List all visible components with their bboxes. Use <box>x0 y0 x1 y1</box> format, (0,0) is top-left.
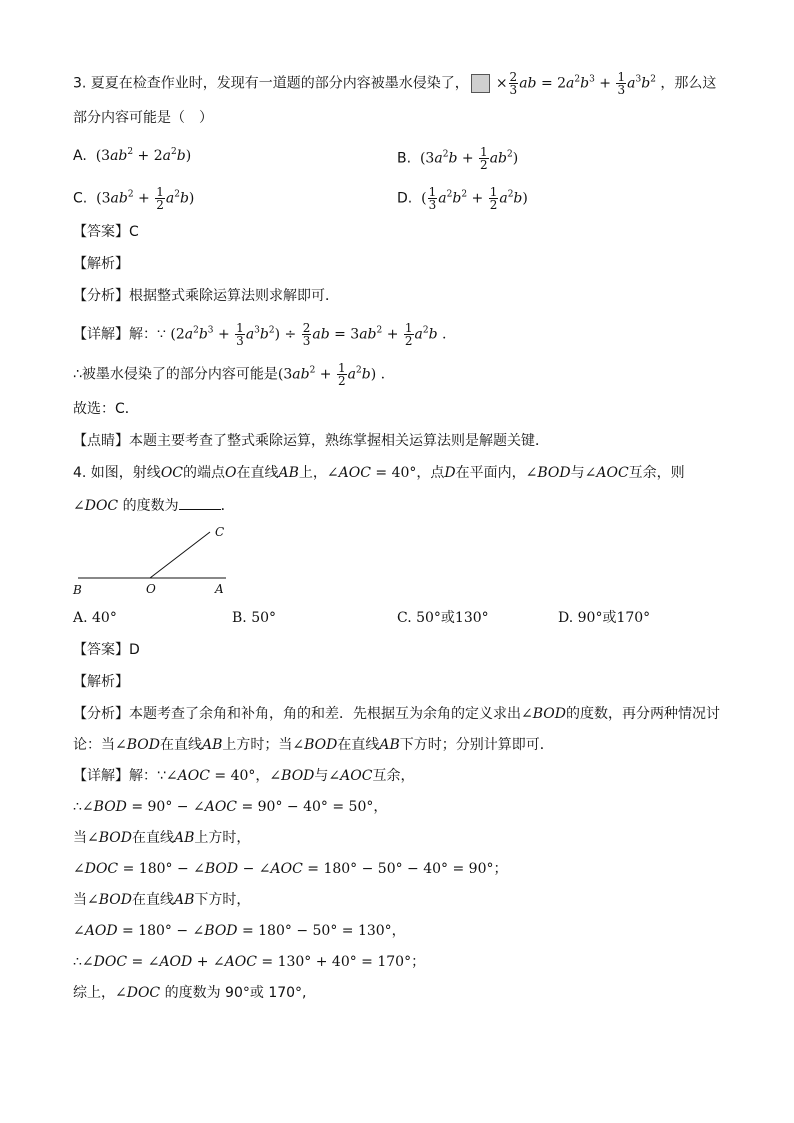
q3-choose: 故选：C． <box>73 401 139 417</box>
q4-stem-line1: 4. 如图，射线OC的端点O在直线AB上，∠AOC = 40°，点D在平面内，∠BOD与∠AOC互余，则 <box>73 465 685 481</box>
q3-stem-line2: 部分内容可能是（ ） <box>73 110 213 126</box>
q3-option-d: D. ( $\frac{1}{3}$ $a^2b^2$ + $\frac{1}{2}$ $a^2b$) <box>397 185 528 212</box>
q3-option-b: B. ($3a^2b$ + $\frac{1}{2}$ $ab^2$) <box>397 145 519 172</box>
q4-analysis-line1: 【分析】本题考查了余角和补角，角的和差．先根据互为余角的定义求出∠BOD的度数，再分两种情况讨 <box>73 706 720 722</box>
q4-analysis-tag: 【解析】 <box>73 674 129 690</box>
q4-step-doc2: ∴∠DOC = ∠AOD + ∠AOC = 130° + 40° = 170°； <box>73 954 426 970</box>
q3-option-c: C. ($3ab^2$ + $\frac{1}{2}$ $a^2b$) <box>73 185 195 212</box>
q4-step-aod: ∠AOD = 180° − ∠BOD = 180° − 50° = 130°， <box>73 923 406 939</box>
q3-analysis: 【分析】根据整式乘除运算法则求解即可． <box>73 288 339 304</box>
label-b: B <box>73 583 82 597</box>
angle-figure <box>70 520 240 600</box>
q4-case2: 当∠BOD在直线AB下方时， <box>73 892 251 908</box>
q4-option-b: B. 50° <box>232 610 277 626</box>
ray-oc <box>150 532 210 578</box>
q4-option-d: D. 90°或170° <box>558 610 651 626</box>
label-c: C <box>215 525 225 539</box>
ink-stain-box <box>471 74 490 93</box>
q3-stem-suffix: ，那么这 <box>660 75 717 92</box>
label-o: O <box>146 582 156 596</box>
q3-stem-line1: 3. 夏夏在检查作业时，发现有一道题的部分内容被墨水侵染了， × $\frac{2}{3}$ ab = $2a^2b^3$ + $\frac{1}{3}$ $a^3b^2$ ，那么这 <box>73 70 717 97</box>
q4-stem-line2: ∠DOC 的度数为 ． <box>73 495 235 516</box>
q3-comment: 【点睛】本题主要考查了整式乘除运算，熟练掌握相关运算法则是解题关键． <box>73 433 549 449</box>
q3-stem-prefix: 3. 夏夏在检查作业时，发现有一道题的部分内容被墨水侵染了， <box>73 75 469 92</box>
q4-summary: 综上，∠DOC 的度数为 90°或 170°, <box>73 985 307 1001</box>
q4-step-doc1: ∠DOC = 180° − ∠BOD − ∠AOC = 180° − 50° − 40° = 90°； <box>73 861 508 877</box>
q4-answer: 【答案】D <box>73 642 140 658</box>
answer-blank <box>179 495 221 510</box>
q4-option-a: A. 40° <box>73 610 117 626</box>
label-a: A <box>215 582 224 596</box>
q4-step-bod: ∴∠BOD = 90° − ∠AOC = 90° − 40° = 50°， <box>73 799 388 815</box>
q4-detail: 【详解】解：∵∠AOC = 40°，∠BOD与∠AOC互余， <box>73 768 415 784</box>
q3-answer: 【答案】C <box>73 224 139 240</box>
q4-case1: 当∠BOD在直线AB上方时， <box>73 830 251 846</box>
q3-conclusion: ∴被墨水侵染了的部分内容可能是($3ab^2$ + $\frac{1}{2}$ $a^2b$) . <box>73 361 386 388</box>
q4-option-c: C. 50°或130° <box>397 610 489 626</box>
q4-analysis-line2: 论：当∠BOD在直线AB上方时；当∠BOD在直线AB下方时；分别计算即可． <box>73 737 554 753</box>
q3-detail: 【详解】解：∵ ($2a^2b^3$ + $\frac{1}{3}$ $a^3b^2$) ÷ $\frac{2}{3}$ ab = $3ab^2$ + $\frac{1}{2}$ $a^2b$ . <box>73 321 447 348</box>
q3-option-a: A. $(3ab^2 + 2a^2b)$ <box>73 147 192 164</box>
q3-analysis-tag: 【解析】 <box>73 256 129 272</box>
